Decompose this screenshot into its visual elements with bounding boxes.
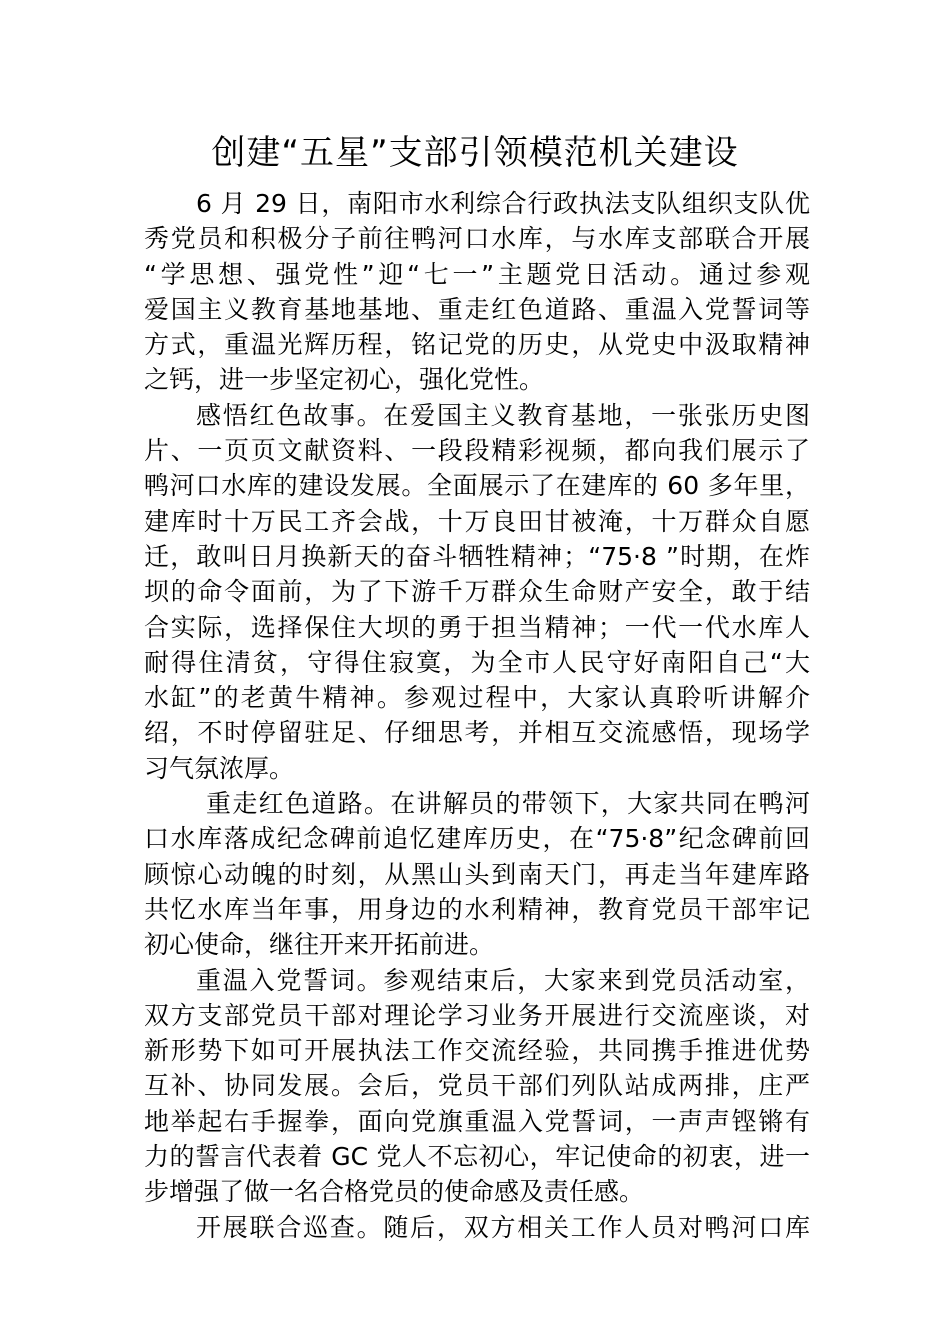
text-line: 迁，敢叫日月换新天的奋斗牺牲精神；“75·8 ”时期，在炸 <box>144 541 810 571</box>
text-line: 秀党员和积极分子前往鸭河口水库，与水库支部联合开展 <box>144 224 810 254</box>
text-line: 坝的命令面前，为了下游千万群众生命财产安全，敢于结 <box>144 577 810 607</box>
text-line: 初心使命，继往开来开拓前进。 <box>144 930 495 960</box>
document-body <box>144 186 810 1245</box>
text-line: 合实际，选择保住大坝的勇于担当精神；一代一代水库人 <box>144 612 810 642</box>
text-line: 新形势下如可开展执法工作交流经验，共同携手推进优势 <box>144 1036 810 1066</box>
text-line: 互补、协同发展。会后，党员干部们列队站成两排，庄严 <box>144 1071 810 1101</box>
paragraph-intro <box>144 186 810 398</box>
text-line: 之钙，进一步坚定初心，强化党性。 <box>144 365 545 395</box>
text-line: 方式，重温光辉历程，铭记党的历史，从党史中汲取精神 <box>144 330 810 360</box>
paragraph-red-road <box>144 786 810 962</box>
text-line: 片、一页页文献资料、一段段精彩视频，都向我们展示了 <box>144 436 810 466</box>
text-line: 双方支部党员干部对理论学习业务开展进行交流座谈，对 <box>144 1000 810 1030</box>
text-line: 鸭河口水库的建设发展。全面展示了在建库的 60 多年里， <box>144 471 810 501</box>
paragraph-red-stories <box>144 398 810 786</box>
text-line: 口水库落成纪念碑前追忆建库历史，在“75·8”纪念碑前回 <box>144 824 810 854</box>
text-line: 6 月 29 日，南阳市水利综合行政执法支队组织支队优 <box>196 189 810 218</box>
text-line: 爱国主义教育基地基地、重走红色道路、重温入党誓词等 <box>144 294 810 324</box>
text-line: 感悟红色故事。在爱国主义教育基地，一张张历史图 <box>196 400 810 430</box>
text-line: “学思想、强党性”迎“七一”主题党日活动。通过参观 <box>144 259 810 289</box>
text-line: 重走红色道路。在讲解员的带领下，大家共同在鸭河 <box>206 789 810 819</box>
text-line: 力的誓言代表着 GC 党人不忘初心，牢记使命的初衷，进一 <box>144 1142 810 1172</box>
document-title: 创建“五星”支部引领模范机关建设 <box>211 133 739 173</box>
text-line: 习气氛浓厚。 <box>144 753 295 783</box>
text-line: 开展联合巡查。随后，双方相关工作人员对鸭河口库 <box>196 1212 810 1242</box>
text-line: 步增强了做一名合格党员的使命感及责任感。 <box>144 1177 645 1207</box>
paragraph-joint-patrol <box>144 1210 810 1245</box>
text-line: 地举起右手握拳，面向党旗重温入党誓词，一声声铿锵有 <box>144 1106 810 1136</box>
text-line: 建库时十万民工齐会战，十万良田甘被淹，十万群众自愿 <box>144 506 810 536</box>
paragraph-oath <box>144 963 810 1210</box>
text-line: 绍，不时停留驻足、仔细思考，并相互交流感悟，现场学 <box>144 718 810 748</box>
text-line: 耐得住清贫，守得住寂寞，为全市人民守好南阳自己“大 <box>144 647 810 677</box>
text-line: 共忆水库当年事，用身边的水利精神，教育党员干部牢记 <box>144 894 810 924</box>
text-line: 水缸”的老黄牛精神。参观过程中，大家认真聆听讲解介 <box>144 683 810 713</box>
text-line: 重温入党誓词。参观结束后，大家来到党员活动室， <box>196 965 810 995</box>
text-line: 顾惊心动魄的时刻，从黑山头到南天门，再走当年建库路 <box>144 859 810 889</box>
